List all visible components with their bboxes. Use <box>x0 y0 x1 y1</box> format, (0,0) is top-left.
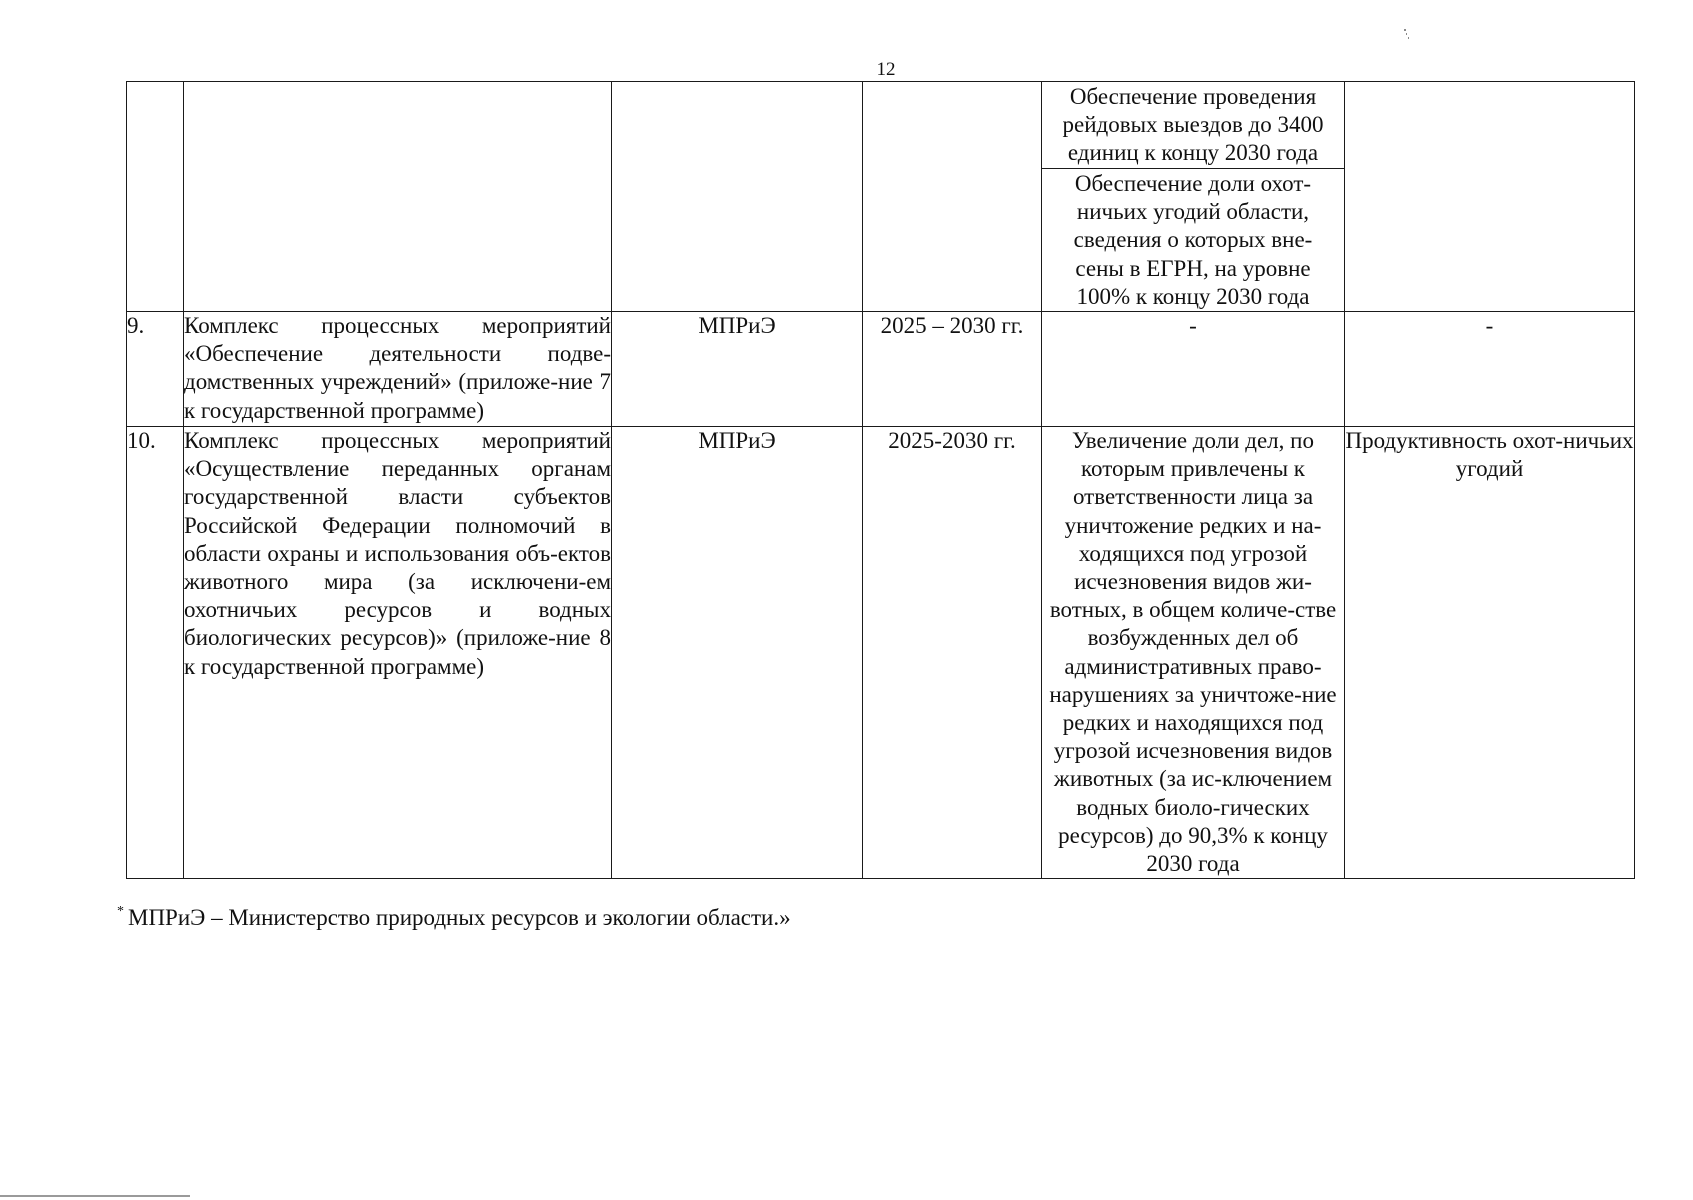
row-number-cell <box>127 82 184 312</box>
footnote-marker: * <box>117 904 124 919</box>
executor-cell: МПРиЭ <box>612 427 863 879</box>
indicator-cell <box>1042 82 1345 312</box>
indicator-cell: - <box>1042 312 1345 427</box>
name-cell: Комплекс процессных мероприятий «Осуществление переданных органам государственной власти субъектов Российской Федерации полномочий в области охраны и использования объ-ектов животного мира (за исключени-ем охотничьих ресурсов и водных биологических ресурсов)» (приложе-ние 8 к государственной программе) <box>184 427 612 879</box>
executor-cell: МПРиЭ <box>612 312 863 427</box>
indicator-text: Обеспечение доли охот-ничьих угодий области, сведения о которых вне-сены в ЕГРН, на уровне 100% к концу 2030 года <box>1042 168 1344 311</box>
page-number: 12 <box>876 59 896 80</box>
scan-mark <box>0 1195 190 1197</box>
scan-mark <box>1404 29 1406 31</box>
indicator-cell: Увеличение доли дел, по которым привлечены к ответственности лица за уничтожение редких и на-ходящихся под угрозой исчезновения видов жи-вотных, в общем количе-стве возбужденных дел об административных право-нарушениях за уничтоже-ние редких и находящихся под угрозой исчезновения видов животных (за ис-ключением водных биоло-гических ресурсов) до 90,3% к концу 2030 года <box>1042 427 1345 879</box>
table-row <box>127 312 1635 427</box>
program-table <box>126 81 1635 879</box>
period-cell: 2025-2030 гг. <box>863 427 1042 879</box>
row-number-cell: 10. <box>127 427 184 879</box>
row-number-cell: 9. <box>127 312 184 427</box>
name-cell <box>184 82 612 312</box>
executor-cell <box>612 82 863 312</box>
name-cell: Комплекс процессных мероприятий «Обеспечение деятельности подве-домственных учреждений» (приложе-ние 7 к государственной программе) <box>184 312 612 427</box>
result-cell: - <box>1345 312 1635 427</box>
result-cell: Продуктивность охот-ничьих угодий <box>1345 427 1635 879</box>
table-row <box>127 82 1635 312</box>
footnote-text: МПРиЭ – Министерство природных ресурсов и экологии области.» <box>128 905 791 930</box>
period-cell: 2025 – 2030 гг. <box>863 312 1042 427</box>
scan-mark <box>1408 37 1409 39</box>
indicator-text: Обеспечение проведения рейдовых выездов до 3400 единиц к концу 2030 года <box>1062 84 1324 166</box>
period-cell <box>863 82 1042 312</box>
scan-mark <box>1406 33 1407 35</box>
footnote <box>117 898 791 932</box>
table-row <box>127 427 1635 879</box>
result-cell <box>1345 82 1635 312</box>
